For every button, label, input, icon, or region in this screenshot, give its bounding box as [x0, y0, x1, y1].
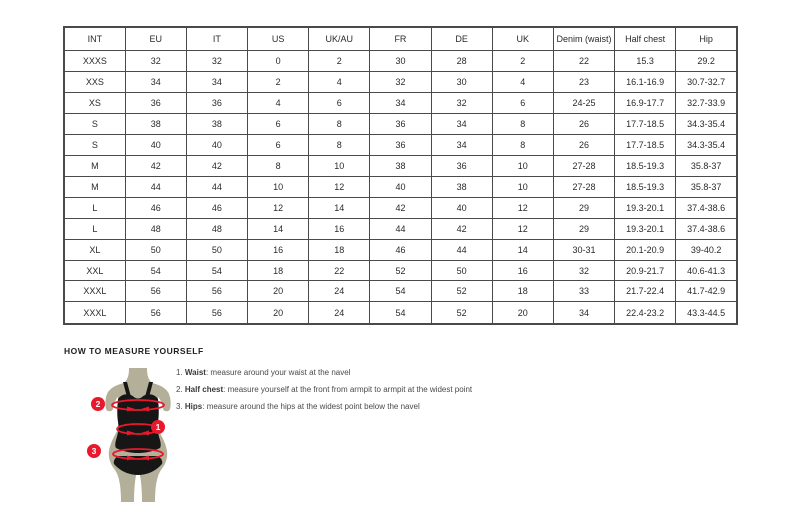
- table-cell: 6: [248, 134, 309, 155]
- table-cell: 34.3-35.4: [676, 113, 737, 134]
- instruction-hips: [176, 402, 646, 412]
- table-cell: 12: [248, 197, 309, 218]
- table-cell: 41.7-42.9: [676, 281, 737, 302]
- table-cell: 48: [186, 218, 247, 239]
- table-cell: 30: [370, 51, 431, 72]
- table-cell: 24-25: [553, 92, 614, 113]
- table-cell: 20.1-20.9: [615, 239, 676, 260]
- table-row: [64, 134, 737, 155]
- table-cell: 36: [370, 113, 431, 134]
- table-cell: 28: [431, 51, 492, 72]
- table-cell: 34: [553, 302, 614, 324]
- table-cell: 34: [431, 113, 492, 134]
- table-cell: 20: [492, 302, 553, 324]
- table-cell: 30: [431, 71, 492, 92]
- table-cell: 32: [370, 71, 431, 92]
- table-cell: 43.3-44.5: [676, 302, 737, 324]
- table-cell: 56: [186, 302, 247, 324]
- table-cell: 54: [186, 260, 247, 281]
- table-cell: 32: [125, 51, 186, 72]
- table-cell: 54: [125, 260, 186, 281]
- table-cell: 30.7-32.7: [676, 71, 737, 92]
- instruction-label: Half chest: [184, 385, 224, 394]
- size-table-body: [64, 51, 737, 325]
- table-cell: 36: [370, 134, 431, 155]
- table-cell: 32: [431, 92, 492, 113]
- table-cell: 30-31: [553, 239, 614, 260]
- table-cell: 4: [248, 92, 309, 113]
- table-header-cell: INT: [64, 27, 125, 51]
- table-cell: 12: [492, 197, 553, 218]
- table-cell: 16: [309, 218, 370, 239]
- table-cell: 37.4-38.6: [676, 218, 737, 239]
- table-row: [64, 218, 737, 239]
- table-header-cell: Half chest: [615, 27, 676, 51]
- table-cell: 20.9-21.7: [615, 260, 676, 281]
- table-cell: 16: [248, 239, 309, 260]
- table-cell: 20: [248, 302, 309, 324]
- table-cell: M: [64, 155, 125, 176]
- table-cell: 2: [309, 51, 370, 72]
- table-cell: 40.6-41.3: [676, 260, 737, 281]
- table-cell: 4: [309, 71, 370, 92]
- table-cell: 46: [125, 197, 186, 218]
- table-cell: 34: [125, 71, 186, 92]
- table-cell: 34: [370, 92, 431, 113]
- table-cell: 2: [248, 71, 309, 92]
- table-cell: 52: [370, 260, 431, 281]
- table-row: [64, 113, 737, 134]
- table-cell: 6: [309, 92, 370, 113]
- size-table-header: [64, 27, 737, 51]
- table-cell: 18: [492, 281, 553, 302]
- table-cell: 56: [125, 302, 186, 324]
- table-header-cell: EU: [125, 27, 186, 51]
- table-cell: 20: [248, 281, 309, 302]
- table-cell: 18.5-19.3: [615, 176, 676, 197]
- table-cell: XL: [64, 239, 125, 260]
- table-cell: 46: [370, 239, 431, 260]
- instruction-text: : measure around your waist at the navel: [205, 368, 351, 377]
- table-cell: 35.8-37: [676, 176, 737, 197]
- table-cell: 6: [492, 92, 553, 113]
- waist-marker-number: 1: [155, 422, 161, 432]
- instruction-text: : measure yourself at the front from armpit to armpit at the widest point: [223, 385, 473, 394]
- table-cell: 40: [186, 134, 247, 155]
- table-cell: 12: [492, 218, 553, 239]
- table-cell: 18: [309, 239, 370, 260]
- chest-marker-number: 2: [95, 399, 101, 409]
- table-cell: 19.3-20.1: [615, 218, 676, 239]
- table-cell: 8: [492, 134, 553, 155]
- table-cell: L: [64, 197, 125, 218]
- table-cell: 18: [248, 260, 309, 281]
- table-cell: 16: [492, 260, 553, 281]
- table-cell: 29.2: [676, 51, 737, 72]
- table-cell: 8: [492, 113, 553, 134]
- table-cell: 38: [125, 113, 186, 134]
- table-header-cell: US: [248, 27, 309, 51]
- table-cell: 48: [125, 218, 186, 239]
- table-cell: 27-28: [553, 155, 614, 176]
- table-row: [64, 51, 737, 72]
- table-cell: 24: [309, 302, 370, 324]
- table-cell: 44: [125, 176, 186, 197]
- table-row: [64, 155, 737, 176]
- table-cell: 22: [553, 51, 614, 72]
- table-cell: 39-40.2: [676, 239, 737, 260]
- table-cell: 38: [186, 113, 247, 134]
- measure-instructions: [176, 368, 646, 419]
- table-cell: 6: [248, 113, 309, 134]
- table-cell: 42: [186, 155, 247, 176]
- table-cell: 44: [186, 176, 247, 197]
- table-header-cell: Hip: [676, 27, 737, 51]
- instruction-waist: [176, 368, 646, 378]
- table-cell: 33: [553, 281, 614, 302]
- table-row: [64, 260, 737, 281]
- table-row: [64, 239, 737, 260]
- table-header-cell: FR: [370, 27, 431, 51]
- table-cell: 24: [309, 281, 370, 302]
- table-cell: 46: [186, 197, 247, 218]
- size-conversion-table: [63, 26, 738, 325]
- table-cell: 50: [125, 239, 186, 260]
- table-cell: 56: [125, 281, 186, 302]
- hips-marker-number: 3: [91, 446, 97, 456]
- table-cell: 38: [370, 155, 431, 176]
- table-cell: 26: [553, 113, 614, 134]
- table-row: [64, 92, 737, 113]
- table-cell: 2: [492, 51, 553, 72]
- table-cell: 32.7-33.9: [676, 92, 737, 113]
- table-cell: 15.3: [615, 51, 676, 72]
- table-cell: 8: [248, 155, 309, 176]
- instruction-number: 3.: [176, 402, 183, 411]
- table-cell: XXXL: [64, 302, 125, 324]
- table-cell: 10: [309, 155, 370, 176]
- table-cell: 40: [370, 176, 431, 197]
- size-chart-section: [63, 26, 738, 325]
- table-header-cell: UK: [492, 27, 553, 51]
- instruction-number: 1.: [176, 368, 183, 377]
- table-cell: 29: [553, 197, 614, 218]
- table-cell: 32: [553, 260, 614, 281]
- table-cell: 36: [186, 92, 247, 113]
- table-cell: 16.9-17.7: [615, 92, 676, 113]
- table-cell: S: [64, 134, 125, 155]
- table-cell: 35.8-37: [676, 155, 737, 176]
- measure-section-heading: HOW TO MEASURE YOURSELF: [64, 346, 204, 356]
- table-row: [64, 281, 737, 302]
- table-cell: 34: [431, 134, 492, 155]
- table-cell: 40: [431, 197, 492, 218]
- table-cell: 42: [370, 197, 431, 218]
- table-cell: 34.3-35.4: [676, 134, 737, 155]
- table-header-row: [64, 27, 737, 51]
- table-cell: 23: [553, 71, 614, 92]
- table-cell: XXS: [64, 71, 125, 92]
- table-header-cell: DE: [431, 27, 492, 51]
- table-cell: 14: [248, 218, 309, 239]
- table-cell: 42: [431, 218, 492, 239]
- table-cell: 8: [309, 113, 370, 134]
- table-row: [64, 176, 737, 197]
- table-cell: 14: [492, 239, 553, 260]
- table-cell: 36: [125, 92, 186, 113]
- instruction-label: Hips: [184, 402, 203, 411]
- table-cell: 12: [309, 176, 370, 197]
- table-cell: 10: [248, 176, 309, 197]
- table-cell: 18.5-19.3: [615, 155, 676, 176]
- table-cell: 14: [309, 197, 370, 218]
- table-cell: 17.7-18.5: [615, 134, 676, 155]
- table-cell: XS: [64, 92, 125, 113]
- table-cell: XXL: [64, 260, 125, 281]
- table-cell: M: [64, 176, 125, 197]
- table-header-cell: IT: [186, 27, 247, 51]
- table-row: [64, 197, 737, 218]
- table-cell: 52: [431, 302, 492, 324]
- table-cell: 8: [309, 134, 370, 155]
- table-cell: 27-28: [553, 176, 614, 197]
- table-header-cell: Denim (waist): [553, 27, 614, 51]
- table-cell: 54: [370, 281, 431, 302]
- table-cell: 40: [125, 134, 186, 155]
- instruction-number: 2.: [176, 385, 183, 394]
- table-cell: 44: [431, 239, 492, 260]
- table-cell: 10: [492, 155, 553, 176]
- table-cell: 42: [125, 155, 186, 176]
- table-cell: 37.4-38.6: [676, 197, 737, 218]
- table-cell: 50: [186, 239, 247, 260]
- instruction-label: Waist: [184, 368, 206, 377]
- table-cell: 56: [186, 281, 247, 302]
- table-cell: 54: [370, 302, 431, 324]
- table-header-cell: UK/AU: [309, 27, 370, 51]
- table-cell: 50: [431, 260, 492, 281]
- table-cell: 52: [431, 281, 492, 302]
- table-cell: 26: [553, 134, 614, 155]
- table-cell: 38: [431, 176, 492, 197]
- table-cell: 22.4-23.2: [615, 302, 676, 324]
- table-row: [64, 302, 737, 324]
- table-cell: 19.3-20.1: [615, 197, 676, 218]
- table-cell: S: [64, 113, 125, 134]
- table-cell: 29: [553, 218, 614, 239]
- instruction-text: : measure around the hips at the widest point below the navel: [202, 402, 420, 411]
- table-cell: L: [64, 218, 125, 239]
- table-cell: 22: [309, 260, 370, 281]
- table-cell: XXXL: [64, 281, 125, 302]
- table-cell: 21.7-22.4: [615, 281, 676, 302]
- table-cell: 16.1-16.9: [615, 71, 676, 92]
- table-cell: 44: [370, 218, 431, 239]
- table-cell: 10: [492, 176, 553, 197]
- table-cell: 34: [186, 71, 247, 92]
- table-cell: 36: [431, 155, 492, 176]
- table-cell: 32: [186, 51, 247, 72]
- table-cell: 0: [248, 51, 309, 72]
- table-cell: 17.7-18.5: [615, 113, 676, 134]
- table-row: [64, 71, 737, 92]
- instruction-half-chest: [176, 385, 646, 395]
- table-cell: XXXS: [64, 51, 125, 72]
- table-cell: 4: [492, 71, 553, 92]
